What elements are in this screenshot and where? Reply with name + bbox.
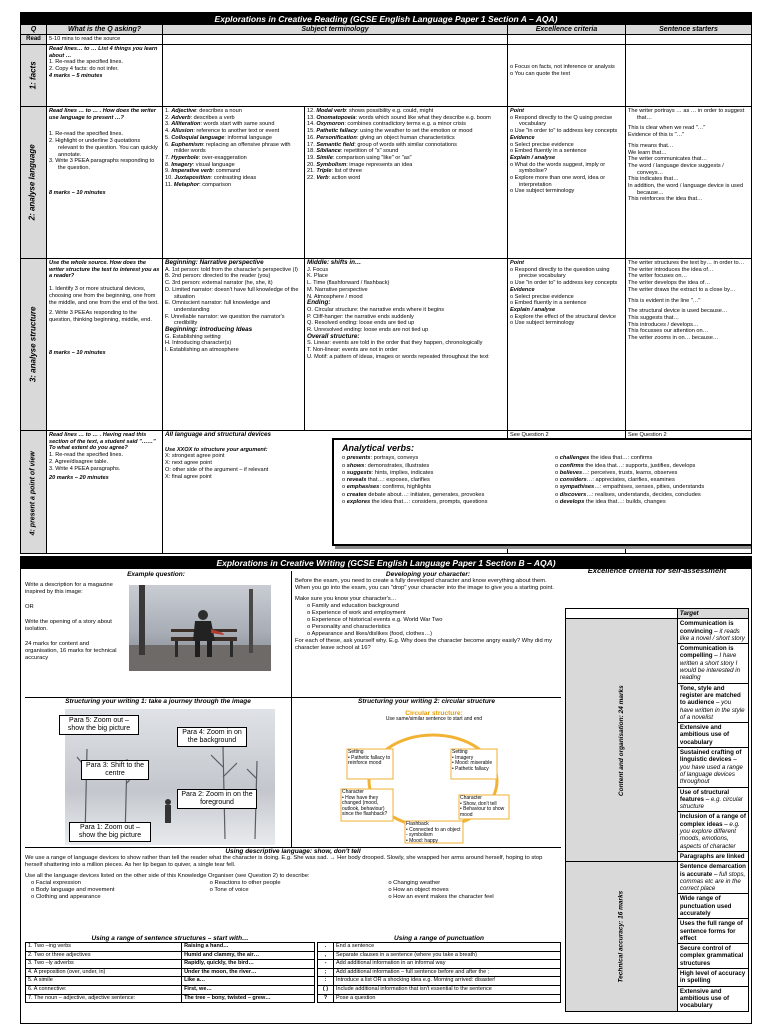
circular-flashback: Flashback • Connected to an object - symbolism • Mood: happy xyxy=(406,821,461,844)
describe-item: o Clothing and appearance xyxy=(31,894,101,900)
header-terminology: Subject terminology xyxy=(163,25,508,34)
reading-title: Explorations in Creative Reading (GCSE English Language Paper 1 Section A – AQA) xyxy=(21,13,751,25)
q4-ask: Read lines … to … . Having read this section of the text, a student said "……" To what extent do you agree? 1. Re-read the specified lines. 2. Agree/disagree table. 3. Write 4 PEEA paragraphs. 20 marks – 20 minutes xyxy=(47,431,163,554)
text-line: o What do the words suggest, imply or symbolise? xyxy=(510,161,606,175)
criteria-heading: Point xyxy=(510,260,524,266)
text-line: M. Narrative perspective xyxy=(307,286,368,293)
term-item: 10. Juxtaposition: contrasting ideas xyxy=(165,175,257,182)
verb-item: o creates debate about…: initiates, generates, provokes xyxy=(342,491,485,498)
term-item: 12. Modal verb: shows possibility e.g. could, might xyxy=(307,108,434,114)
q2-terms-b xyxy=(305,107,508,258)
term-item: 15. Pathetic fallacy: using the weather to set the emotion or mood xyxy=(307,128,473,135)
character-item: o Experience of historical events e.g. World War Two xyxy=(307,617,443,623)
text-line: The writer draws the extract to a close by… xyxy=(628,286,736,293)
text-line: o Use subject terminology xyxy=(510,188,575,195)
q1-row xyxy=(21,45,751,107)
punct-mark: ( ) xyxy=(318,985,334,994)
verbs-right xyxy=(555,455,750,506)
sentence-example: Like a… xyxy=(182,977,315,986)
text-line: D. Limited narrator: doesn't have full knowledge of the situation xyxy=(165,286,299,300)
sentence-example: The tree – bony, twisted – grew… xyxy=(182,994,315,1003)
punct-mark: - xyxy=(318,960,334,969)
text-line: H. Introducing character(s) xyxy=(165,340,232,347)
verb-item: o explores the idea that…: considers, prompts, questions xyxy=(342,499,488,506)
punct-mark: : xyxy=(318,977,334,986)
text-line: G. Establishing setting xyxy=(165,333,221,340)
describe-item: o Tone of voice xyxy=(209,887,249,893)
text-line: This is evident in the line "…" xyxy=(628,297,701,304)
sentence-type: 3. Two –ly adverbs xyxy=(26,960,182,969)
reading-header-row xyxy=(21,25,751,35)
term-item: 4. Allusion: reference to another text or event xyxy=(165,128,280,135)
text-line: F. Unreliable narrator: we question the narrator's credibility xyxy=(165,313,285,327)
table-row xyxy=(26,968,315,977)
punct-use: Introduce a list OR a shocking idea e.g. Morning arrived: disaster! xyxy=(334,977,561,986)
q3-beginning: Beginning: Narrative perspective A. 1st person: told from the character's perspective (I) B. 2nd person: directed to the reader (you) C. 3rd person: external narrator (he, she, it) D. Limited narrator: doesn't have full knowledge of the situation E. Omniscient narrator: full knowledge and understanding F. Unreliable narrator: we question the narrator's credibility Beginning: Introducing Ideas G. Establishing setting H. Introducing character(s) I. Establishing an atmosphere xyxy=(163,259,305,430)
read-label: Read xyxy=(21,35,47,44)
punct-mark: ; xyxy=(318,968,334,977)
term-item: 21. Triple: list of three xyxy=(307,168,362,175)
table-row xyxy=(566,619,749,644)
criteria-item: Inclusion of a range of complex ideas – e.g. you explore different moods, emotions, aspects of character xyxy=(677,812,748,851)
q2-row xyxy=(21,107,751,259)
table-row xyxy=(566,609,749,619)
text-line: O. Circular structure: the narrative ends where it begins xyxy=(307,306,445,313)
term-item: 7. Hyperbole: over-exaggeration xyxy=(165,154,247,161)
example-question: Example question: Write a description for a magazine inspired by this image: OR Write the opening of a story about isolation. 24 marks for content and organisation, 16 marks for technical accuracy xyxy=(25,571,185,661)
criteria-heading: Explain / analyse xyxy=(510,154,556,161)
q1-label: 1: facts xyxy=(21,45,47,106)
read-text: 5-10 mins to read the source xyxy=(47,35,163,44)
text-line: o Select precise evidence xyxy=(510,293,574,300)
punct-use: Add additional information in an informal way xyxy=(334,960,561,969)
sentence-type: 1. Two –ing verbs xyxy=(26,943,182,952)
table-row xyxy=(26,960,315,969)
q2-starters xyxy=(626,107,751,258)
text-line: The writer structures the text by… in order to… xyxy=(628,260,745,266)
text-line: R. Unresolved ending: loose ends are not tied up xyxy=(307,327,429,334)
table-row xyxy=(26,994,315,1003)
verb-item: o considers…: appreciates, clarifies, examines xyxy=(555,477,675,484)
text-line: The writer develops the idea of… xyxy=(628,280,711,287)
text-line: U. Motif: a pattern of ideas, images or words repeated throughout the text xyxy=(307,353,489,360)
sentence-example: Under the moon, the river… xyxy=(182,968,315,977)
text-line: I. Establishing an atmosphere xyxy=(165,347,239,354)
term-item: 16. Personification: giving an object human characteristics xyxy=(307,134,455,141)
sentence-type: 6. A connective: xyxy=(26,985,182,994)
text-line: The writer portrays … as … in order to suggest that… xyxy=(628,108,745,121)
para2-label: Para 2: Zoom in on the foreground xyxy=(177,789,257,809)
analytical-verbs-title: Analytical verbs: xyxy=(342,443,415,453)
term-item: 5. Colloquial language: informal language xyxy=(165,134,272,141)
text-line: C. 3rd person: external narrator (he, she, it) xyxy=(165,280,273,287)
punct-use: End a sentence xyxy=(334,943,561,952)
sentence-type: 7. The noun – adjective, adjective sentence: xyxy=(26,994,182,1003)
circular-character-right: Character • Show, don't tell • Behaviour to show mood xyxy=(460,795,505,818)
describe-item: o Facial expression xyxy=(31,880,81,886)
describe-item: o Body language and movement xyxy=(31,887,115,893)
criteria-side-label: Content and organisation: 24 marks xyxy=(566,619,678,862)
criteria-item: Sentence demarcation is accurate – full stops, commas etc are in the correct place xyxy=(677,862,748,894)
table-row xyxy=(26,977,315,986)
describe-column xyxy=(25,880,204,901)
criteria-item: Extensive and ambitious use of vocabulary xyxy=(677,986,748,1011)
punctuation-table xyxy=(317,942,561,1003)
character-item: o Appearance and likes/dislikes (food, clothes…) xyxy=(307,631,433,637)
criteria-item: Extensive and ambitious use of vocabulary xyxy=(677,723,748,748)
text-line: A. 1st person: told from the character's perspective (I) xyxy=(165,266,298,273)
header-ask: What is the Q asking? xyxy=(47,25,163,34)
circular-section: Structuring your writing 2: circular structure xyxy=(291,697,561,847)
verb-item: o suggests: hints, implies, indicates xyxy=(342,469,434,476)
circular-character-left: Character • How have they changed (mood, outlook, behaviour) since the flashback? xyxy=(342,789,388,818)
q2-label: 2: analyse language xyxy=(21,107,47,258)
text-line: This means that… xyxy=(628,142,674,149)
q3-label: 3: analyse structure xyxy=(21,259,47,430)
sentence-example: Rapidly, quickly, the bird… xyxy=(182,960,315,969)
term-item: 3. Alliteration: words start with same sound xyxy=(165,121,275,128)
punct-use: Separate clauses in a sentence (where you take a breath) xyxy=(334,951,561,960)
descriptive-section: Using descriptive language: show, don't tell We use a range of language devices to show rather than tell the reader what the character is doing. E.g. She was sad. → Her body drooped. Slowly, she wrapped her arms around herself, hoping to stop herself shattering into a million pieces. As her lip began to quiver, a single tear fell. Use all the language devices listed on the other side of this Knowledge Organiser (see Question 2) to describe: o Facial expression o Body language and movement o Clothing and appearance o Reactions to other people o Tone of voice o Changing weather o How an object moves o How an event makes the character feel xyxy=(25,847,561,935)
text-line: o Use subject terminology xyxy=(510,320,575,327)
text-line: We learn that… xyxy=(628,149,667,156)
describe-column xyxy=(382,880,561,901)
verb-item: o emphasises: confirms, highlights xyxy=(342,484,432,491)
text-line: The word / language device suggests / conveys… xyxy=(628,162,724,176)
table-row xyxy=(26,985,315,994)
sentence-type: 4. A preposition (over, under, in) xyxy=(26,968,182,977)
criteria-item: Uses the full range of sentence forms for effect xyxy=(677,919,748,944)
table-row xyxy=(318,943,561,952)
character-item: o Personality and characteristics xyxy=(307,624,391,630)
sentence-type: 2. Two or three adjectives xyxy=(26,951,182,960)
text-line: B. 2nd person: directed to the reader (you) xyxy=(165,273,271,280)
sentences-section: Using a range of sentence structures – start with… 1. Two –ing verbs Raising a hand… 2. Two or three adjectives Humid and clammy, the air… 3. Two –ly adverbs Rapidly, quickly, the bird… 4. A preposition (over, under, in) Under the moon, the river… 5. A simile Like a… 6. A connective: First, we… 7. The noun – adjective, adjective sentence: The tree – bony, twisted – grew… xyxy=(25,935,315,1003)
text-line: This reinforces the idea that… xyxy=(628,196,703,203)
verb-item: o discovers…: realises, understands, decides, concludes xyxy=(555,491,701,498)
criteria-heading: Point xyxy=(510,108,524,114)
describe-item: o Changing weather xyxy=(388,880,441,886)
sentence-type: 5. A simile xyxy=(26,977,182,986)
bench-image xyxy=(129,585,271,671)
criteria-item: High level of accuracy in spelling xyxy=(677,969,748,987)
q2-terms-a xyxy=(163,107,305,258)
term-item: 2. Adverb: describes a verb xyxy=(165,114,235,121)
term-item: 9. Imperative verb: command xyxy=(165,168,241,175)
header-q: Q xyxy=(21,25,47,34)
criteria-item: Sustained crafting of linguistic devices – you have used a range of language devices throughout xyxy=(677,748,748,787)
q3-excellence xyxy=(508,259,626,430)
verb-item: o presents: portrays, conveys xyxy=(342,455,419,462)
q1-ask: Read lines… to … List 4 things you learn about … 1. Re-read the specified lines. 2. Copy 4 facts: do not infer. 4 marks – 5 minutes xyxy=(47,45,163,106)
writing-title: Explorations in Creative Writing (GCSE English Language Paper 1 Section B – AQA) xyxy=(21,557,751,569)
verb-item: o shows: demonstrates, illustrates xyxy=(342,462,430,469)
developing-character: Developing your character: Before the exam, you need to create a fully developed character and know everything about them. When you go into the exam, you can "drop" your character into the image to give you a starting point. Make sure you know your character's… o Family and education background o Experience of work and employment o Experience of historical events e.g. World War Two o Personality and characteristics o Appearance and likes/dislikes (food, clothes…) For each of these, ask yourself why. E.g. Why does the character become angry easily? Why did my character leave school at 16? xyxy=(291,571,561,697)
text-line: S. Linear: events are told in the order that they happen, chronologically xyxy=(307,340,483,347)
text-line: In addition, the word / language device is used because… xyxy=(628,183,744,196)
para3-label: Para 3: Shift to the centre xyxy=(81,760,149,780)
q2-excellence xyxy=(508,107,626,258)
table-row xyxy=(318,968,561,977)
text-line: L. Time (flashforward / flashback) xyxy=(307,280,390,287)
sentence-example: First, we… xyxy=(182,985,315,994)
describe-column xyxy=(204,880,383,901)
text-line: The writer communicates that… xyxy=(628,156,707,163)
text-line: N. Atmosphere / mood xyxy=(307,293,363,300)
text-line: This is clear when we read "…" xyxy=(628,125,706,132)
read-row xyxy=(21,35,751,45)
text-line: Q. Resolved ending: loose ends are tied up xyxy=(307,320,415,327)
table-row xyxy=(318,994,561,1003)
q4-label: 4: present a point of view xyxy=(21,431,47,554)
punct-mark: ? xyxy=(318,994,334,1003)
table-row xyxy=(566,862,749,894)
q3-middle-ending: Middle: shifts in… J. Focus K. Place L. Time (flashforward / flashback) M. Narrative perspective N. Atmosphere / mood Ending: O. Circular structure: the narrative ends where it begins P. Cliff-hanger: the narrative ends suddenly Q. Resolved ending: loose ends are tied up R. Unresolved ending: loose ends are not tied up Overall structure: S. Linear: events are told in the order that they happen, chronologically T. Non-linear: events are not in order U. Motif: a pattern of ideas, images or words repeated throughout the text xyxy=(305,259,508,430)
text-line: o Use "in order to" to address key concepts xyxy=(510,128,618,135)
criteria-item: Secure control of complex grammatical structures xyxy=(677,944,748,969)
q1-excellence: o Focus on facts, not inference or analysis o You can quote the text xyxy=(508,45,626,106)
criteria-heading: Evidence xyxy=(510,134,535,141)
text-line: This introduces / develops… xyxy=(628,321,699,328)
term-item: 19. Simile: comparison using "like" or "as" xyxy=(307,154,412,161)
q2-ask: Read lines … to … . How does the writer use language to present …? 1. Re-read the specified lines. 2. Highlight or underline 3 quotations relevant to the question. You can quickly annotate. 3. Write 3 PEEA paragraphs responding to the question. 8 marks – 10 minutes xyxy=(47,107,163,258)
sentence-example: Raising a hand… xyxy=(182,943,315,952)
text-line: o Embed fluently in a sentence xyxy=(510,300,587,307)
circular-setting-left: Setting • Pathetic fallacy to reinforce mood xyxy=(348,749,391,767)
text-line: o Explore more than one word, idea or interpretation xyxy=(510,175,606,188)
para5-label: Para 5: Zoom out – show the big picture xyxy=(59,715,139,735)
circular-heading: Circular structure: Use same/similar sentence to start and end xyxy=(385,710,483,722)
q3-row xyxy=(21,259,751,431)
text-line: T. Non-linear: events are not in order xyxy=(307,347,398,354)
text-line: The writer introduces the idea of… xyxy=(628,266,714,273)
text-line: P. Cliff-hanger: the narrative ends suddenly xyxy=(307,313,414,320)
verb-item: o confirms the idea that…: supports, justifies, develops xyxy=(555,462,696,469)
describe-item: o How an event makes the character feel xyxy=(388,894,494,900)
text-line: This indicates that… xyxy=(628,176,679,183)
sentences-table xyxy=(25,942,315,1003)
punct-use: Add additional information – full sentence before and after the ; xyxy=(334,968,561,977)
text-line: o Explore the effect of the structural device xyxy=(510,313,616,320)
character-item: o Experience of work and employment xyxy=(307,610,406,616)
term-item: 17. Semantic field: group of words with similar connotations xyxy=(307,141,457,148)
term-item: 8. Imagery: visual language xyxy=(165,161,235,168)
text-line: Evidence of this is "…" xyxy=(628,132,685,139)
term-item: 18. Sibilance: repetition of "s" sound xyxy=(307,148,399,155)
verb-item: o challenges the idea that…: confirms xyxy=(555,455,653,462)
text-line: o Select precise evidence xyxy=(510,141,574,148)
punct-use: Include additional information that isn't essential to the sentence xyxy=(334,985,561,994)
term-item: 11. Metaphor: comparison xyxy=(165,181,232,188)
criteria-item: Paragraphs are linked xyxy=(677,851,748,861)
q4-excellence: See Question 2 xyxy=(508,431,626,554)
verb-item: o reveals that…: exposes, clarifies xyxy=(342,477,430,484)
bench-photo xyxy=(129,585,271,671)
verbs-left xyxy=(342,455,537,506)
term-item: 14. Oxymoron: combines contradictory terms e.g. a minor crisis xyxy=(307,121,466,128)
table-row xyxy=(26,943,315,952)
text-line: K. Place xyxy=(307,273,328,280)
verb-item: o develops the idea that…: builds, changes xyxy=(555,499,666,506)
criteria-item: Communication is convincing – it reads like a novel / short story xyxy=(677,619,748,644)
q4-terms: All language and structural devices Use XXOX to structure your argument: X: strongest agree point X: next agree point O: other side of the argument – if relevant X: final agree point xyxy=(163,431,508,554)
table-row xyxy=(318,985,561,994)
text-line: The writer focuses on… xyxy=(628,273,688,280)
header-excellence: Excellence criteria xyxy=(508,25,626,34)
punct-mark: . xyxy=(318,943,334,952)
table-row xyxy=(318,977,561,986)
character-item: o Family and education background xyxy=(307,603,399,609)
q3-starters xyxy=(626,259,751,430)
text-line: The writer zooms in on… because… xyxy=(628,335,719,342)
criteria-item: Tone, style and register are matched to audience – you have written in the style of a novelist xyxy=(677,683,748,722)
term-item: 20. Symbolism: image represents an idea xyxy=(307,161,413,168)
target-header: Target xyxy=(677,609,748,619)
term-item: 6. Euphemism: replacing an offensive phrase with milder words xyxy=(165,141,291,155)
table-row xyxy=(318,951,561,960)
criteria-side-label: Technical accuracy: 16 marks xyxy=(566,862,678,1011)
text-line: o Use "in order to" to address key concepts xyxy=(510,280,618,287)
text-line: o Embed fluently in a sentence xyxy=(510,148,587,155)
header-starters: Sentence starters xyxy=(659,26,718,33)
journey-section: Structuring your writing 1: take a journey through the image xyxy=(25,697,291,847)
describe-item: o How an object moves xyxy=(388,887,449,893)
text-line: o Respond directly to the Q using precise vocabulary xyxy=(510,114,613,128)
text-line: o Respond directly to the question using precise vocabulary xyxy=(510,266,610,280)
criteria-heading: Evidence xyxy=(510,286,535,293)
sentence-example: Humid and clammy, the air… xyxy=(182,951,315,960)
table-row xyxy=(318,960,561,969)
punct-mark: , xyxy=(318,951,334,960)
term-item: 22. Verb: action word xyxy=(307,175,361,182)
q3-ask: Use the whole source. How does the writer structure the text to interest you as a reader? 1. Identify 3 or more structural devices, choosing one from the beginning, one from the middle, and one from the end of the text. 2. Write 3 PEEAs responding to the question, thinking beginning, middle, end. 8 marks – 10 minutes xyxy=(47,259,163,430)
analytical-verbs-box xyxy=(332,438,752,546)
criteria-item: Communication is compelling – I have written a short story I would be interested in reading xyxy=(677,644,748,683)
q4-starters: See Question 2 xyxy=(628,432,667,438)
term-item: 1. Adjective: describes a noun xyxy=(165,108,242,114)
text-line: E. Omniscient narrator: full knowledge and understanding xyxy=(165,300,271,313)
text-line: The structural device is used because… xyxy=(628,308,728,315)
punctuation-section: Using a range of punctuation . End a sentence , Separate clauses in a sentence (where you take a breath) - Add additional information in an informal way ; Add additional information – full sentence before and after the ; : Introduce a list OR a shocking idea e.g. Morning arrived: disaster! ( ) Include additional information that isn't essential to the sentence ? Pose a question xyxy=(317,935,561,1003)
text-line: This focusses our attention on… xyxy=(628,328,709,335)
text-line: This suggests that… xyxy=(628,314,679,321)
table-row xyxy=(26,951,315,960)
text-line: J. Focus xyxy=(307,266,329,273)
criteria-table xyxy=(565,608,749,1012)
term-item: 13. Onomatopoeia: words which sound like what they describe e.g. boom xyxy=(307,114,491,121)
writing-organiser xyxy=(20,556,752,1024)
para1-label: Para 1: Zoom out – show the big picture xyxy=(69,822,151,842)
criteria-item: Use of structural features – e.g. circular structure xyxy=(677,787,748,812)
criteria-title: Excellence criteria for self-assessment xyxy=(587,566,727,575)
criteria-item: Wide range of punctuation used accurately xyxy=(677,894,748,919)
para4-label: Para 4: Zoom in on the background xyxy=(177,727,247,747)
circular-setting-right: Setting • Imagery • Mood: miserable • Pathetic fallacy xyxy=(452,749,493,772)
criteria-heading: Explain / analyse xyxy=(510,306,556,313)
reading-organiser xyxy=(20,12,752,554)
verb-item: o believes…: perceives, trusts, learns, observes xyxy=(555,469,678,476)
punct-use: Pose a question xyxy=(334,994,561,1003)
describe-item: o Reactions to other people xyxy=(209,880,281,886)
verb-item: o sympathises…: empathises, senses, pities, understands xyxy=(555,484,705,491)
